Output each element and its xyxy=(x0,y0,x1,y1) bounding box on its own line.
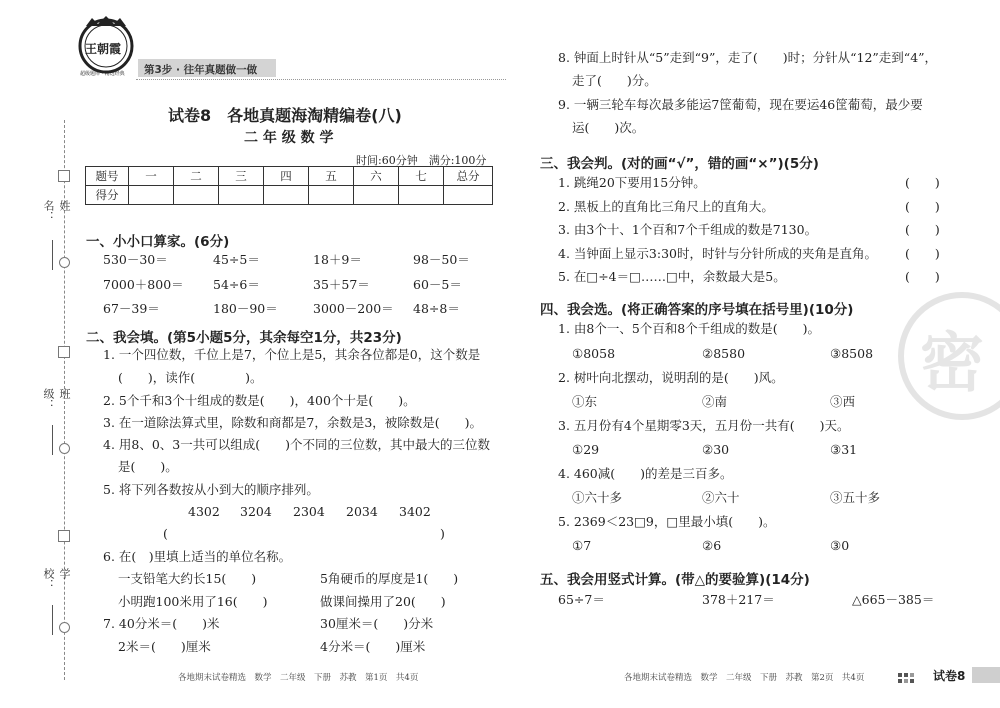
unit-item: 5角硬币的厚度是1( ) xyxy=(320,571,459,586)
fill-q4: 4. 用8、0、3一共可以组成( )个不同的三位数，其中最大的三位数 xyxy=(103,437,491,452)
choice-option[interactable]: ③8508 xyxy=(830,346,874,361)
score-input[interactable] xyxy=(354,186,399,205)
margin-mark xyxy=(59,443,70,454)
sort-number: 3402 xyxy=(399,504,431,519)
score-cell: 四 xyxy=(264,167,309,186)
school-blank xyxy=(52,605,53,635)
judge-answer[interactable]: ( ) xyxy=(905,199,940,214)
step-banner xyxy=(138,59,276,77)
choice-option[interactable]: ③西 xyxy=(830,394,856,409)
choice-question: 3. 五月份有4个星期零3天，五月份一共有( )天。 xyxy=(558,418,850,433)
judge-answer[interactable]: ( ) xyxy=(905,222,940,237)
score-value-row xyxy=(86,186,493,205)
score-cell: 六 xyxy=(354,167,399,186)
choice-option[interactable]: ①29 xyxy=(572,442,600,457)
stamp-text: 密 xyxy=(920,327,984,401)
margin-mark xyxy=(59,622,70,633)
score-input[interactable] xyxy=(219,186,264,205)
fill-q9-cont: 运( )次。 xyxy=(572,120,645,135)
score-input[interactable] xyxy=(264,186,309,205)
section-3-heading: 三、我会判。(对的画“√”，错的画“×”)(5分) xyxy=(540,156,819,172)
footer-right: 各地期末试卷精选 数学 二年级 下册 苏教 第2页 共4页 xyxy=(624,673,865,683)
calc-item: 67－39＝ xyxy=(103,301,160,316)
fill-q2: 2. 5个千和3个十组成的数是( )，400个十是( )。 xyxy=(103,393,416,408)
unit-item: 做课间操用了20( ) xyxy=(320,594,446,609)
choice-option[interactable]: ③五十多 xyxy=(830,490,881,505)
sort-answer-open[interactable]: ( xyxy=(163,526,168,541)
choice-option[interactable]: ②30 xyxy=(702,442,730,457)
choice-option[interactable]: ③0 xyxy=(830,538,850,553)
sort-number: 3204 xyxy=(240,504,272,519)
section-5-heading: 五、我会用竖式计算。(带△的要验算)(14分) xyxy=(540,572,810,588)
sort-number: 2034 xyxy=(346,504,378,519)
calc-item: 7000＋800＝ xyxy=(103,276,184,292)
judge-answer[interactable]: ( ) xyxy=(905,175,940,190)
calc-item: 54÷6＝ xyxy=(213,276,260,292)
calc-item: 35＋57＝ xyxy=(313,276,370,292)
choice-option[interactable]: ①7 xyxy=(572,538,592,553)
section-1-heading: 一、小小口算家。(6分) xyxy=(86,234,230,250)
judge-item: 1. 跳绳20下要用15分钟。 xyxy=(558,175,706,190)
margin-mark xyxy=(58,346,70,358)
calc-item: 18＋9＝ xyxy=(313,252,362,267)
choice-option[interactable]: ①8058 xyxy=(572,346,616,361)
calc-item: 48÷8＝ xyxy=(413,301,460,316)
exam-meta: 时间:60分钟 满分:100分 xyxy=(356,154,487,167)
section-2-heading: 二、我会填。(第5小题5分，其余每空1分，共23分) xyxy=(86,330,402,346)
score-cell: 二 xyxy=(174,167,219,186)
score-header-row xyxy=(86,167,493,186)
section-4-heading: 四、我会选。(将正确答案的序号填在括号里)(10分) xyxy=(540,302,854,318)
margin-mark xyxy=(58,530,70,542)
sort-numbers xyxy=(188,506,452,519)
fill-q1-cont: ( )，读作( )。 xyxy=(118,370,263,385)
judge-item: 3. 由3个十、1个百和7个千组成的数是7130。 xyxy=(558,222,818,237)
score-cell: 五 xyxy=(309,167,354,186)
judge-item: 4. 当钟面上显示3:30时，时针与分针所成的夹角是直角。 xyxy=(558,246,877,261)
class-blank xyxy=(52,425,53,455)
choice-option[interactable]: ②6 xyxy=(702,538,722,553)
squares-icon xyxy=(898,669,924,681)
judge-item: 5. 在□÷4＝□……□中，余数最大是5。 xyxy=(558,269,786,284)
score-cell: 得分 xyxy=(86,186,129,205)
subject-title: 二 年 级 数 学 xyxy=(244,130,334,146)
tag-bar xyxy=(972,667,1000,683)
fill-q3: 3. 在一道除法算式里，除数和商都是7，余数是3，被除数是( )。 xyxy=(103,415,483,430)
vertical-calc: 378＋217＝ xyxy=(702,592,775,607)
choice-option[interactable]: ①东 xyxy=(572,394,598,409)
calc-item: 60－5＝ xyxy=(413,276,462,292)
calc-item: 45÷5＝ xyxy=(213,252,260,267)
step-label: 第3步 · 往年真题做一做 xyxy=(144,64,258,76)
sort-number: 2304 xyxy=(293,504,325,519)
name-blank xyxy=(52,240,53,270)
score-cell: 一 xyxy=(129,167,174,186)
score-table xyxy=(85,166,493,205)
choice-option[interactable]: ②8580 xyxy=(702,346,746,361)
choice-option[interactable]: ②南 xyxy=(702,394,728,409)
margin-mark xyxy=(58,170,70,182)
fill-q4-cont: 是( )。 xyxy=(118,459,178,474)
choice-question: 5. 2369＜23□9，□里最小填( )。 xyxy=(558,514,776,529)
score-input[interactable] xyxy=(309,186,354,205)
convert-item: 4分米＝( )厘米 xyxy=(320,639,426,654)
score-input[interactable] xyxy=(444,186,493,205)
score-cell: 题号 xyxy=(86,167,129,186)
fill-q6: 6. 在( )里填上适当的单位名称。 xyxy=(103,549,292,564)
logo xyxy=(76,14,136,77)
choice-option[interactable]: ③31 xyxy=(830,442,858,457)
convert-item: 2米＝( )厘米 xyxy=(118,639,211,654)
choice-question: 2. 树叶向北摆动，说明刮的是( )风。 xyxy=(558,370,784,385)
fill-q9: 9. 一辆三轮车每次最多能运7筐葡萄，现在要运46筐葡萄，最少要 xyxy=(558,97,923,112)
vertical-calc: △665－385＝ xyxy=(852,592,935,607)
score-input[interactable] xyxy=(129,186,174,205)
score-cell: 七 xyxy=(399,167,444,186)
calc-item: 3000－200＝ xyxy=(313,301,394,316)
calc-item: 98－50＝ xyxy=(413,252,470,267)
school-label: 学校： xyxy=(42,568,71,590)
fill-q8: 8. 钟面上时针从“5”走到“9”，走了( )时；分针从“12”走到“4”， xyxy=(558,50,938,65)
score-input[interactable] xyxy=(174,186,219,205)
fill-q1: 1. 一个四位数，千位上是7，个位上是5，其余各位都是0，这个数是 xyxy=(103,347,481,362)
score-cell: 三 xyxy=(219,167,264,186)
calc-item: 530－30＝ xyxy=(103,252,168,267)
header-rule xyxy=(136,79,506,80)
judge-item: 2. 黑板上的直角比三角尺上的直角大。 xyxy=(558,199,774,214)
choice-question: 4. 460减( )的差是三百多。 xyxy=(558,466,733,481)
judge-answer[interactable]: ( ) xyxy=(905,269,940,284)
choice-question: 1. 由8个一、5个百和8个千组成的数是( )。 xyxy=(558,321,821,336)
unit-item: 一支铅笔大约长15( ) xyxy=(118,571,257,586)
vertical-calc: 65÷7＝ xyxy=(558,592,605,607)
unit-item: 小明跑100米用了16( ) xyxy=(118,594,268,609)
convert-item: 7. 40分米＝( )米 xyxy=(103,616,220,631)
margin-mark xyxy=(59,257,70,268)
choice-option[interactable]: ①六十多 xyxy=(572,490,623,505)
sort-answer-close[interactable]: ) xyxy=(440,526,445,541)
score-cell: 总分 xyxy=(444,167,493,186)
paper-tag: 试卷8 xyxy=(933,669,966,683)
fill-q5: 5. 将下列各数按从小到大的顺序排列。 xyxy=(103,482,319,497)
page-title: 试卷8 各地真题海淘精编卷(八) xyxy=(168,106,402,125)
footer-left: 各地期末试卷精选 数学 二年级 下册 苏教 第1页 共4页 xyxy=(178,673,419,683)
fill-q8-cont: 走了( )分。 xyxy=(572,73,657,88)
judge-answer[interactable]: ( ) xyxy=(905,246,940,261)
mental-math-grid xyxy=(103,254,503,316)
class-label: 班级： xyxy=(42,388,71,410)
choice-option[interactable]: ②六十 xyxy=(702,490,740,505)
score-input[interactable] xyxy=(399,186,444,205)
confidential-stamp xyxy=(898,292,1000,420)
logo-sub: 超级题库 · 精选经典 xyxy=(80,71,125,77)
name-label: 姓名： xyxy=(42,200,71,222)
sort-number: 4302 xyxy=(188,504,220,519)
calc-item: 180－90＝ xyxy=(213,301,278,316)
logo-text: 王朝霞 xyxy=(85,42,122,56)
convert-item: 30厘米＝( )分米 xyxy=(320,616,434,631)
